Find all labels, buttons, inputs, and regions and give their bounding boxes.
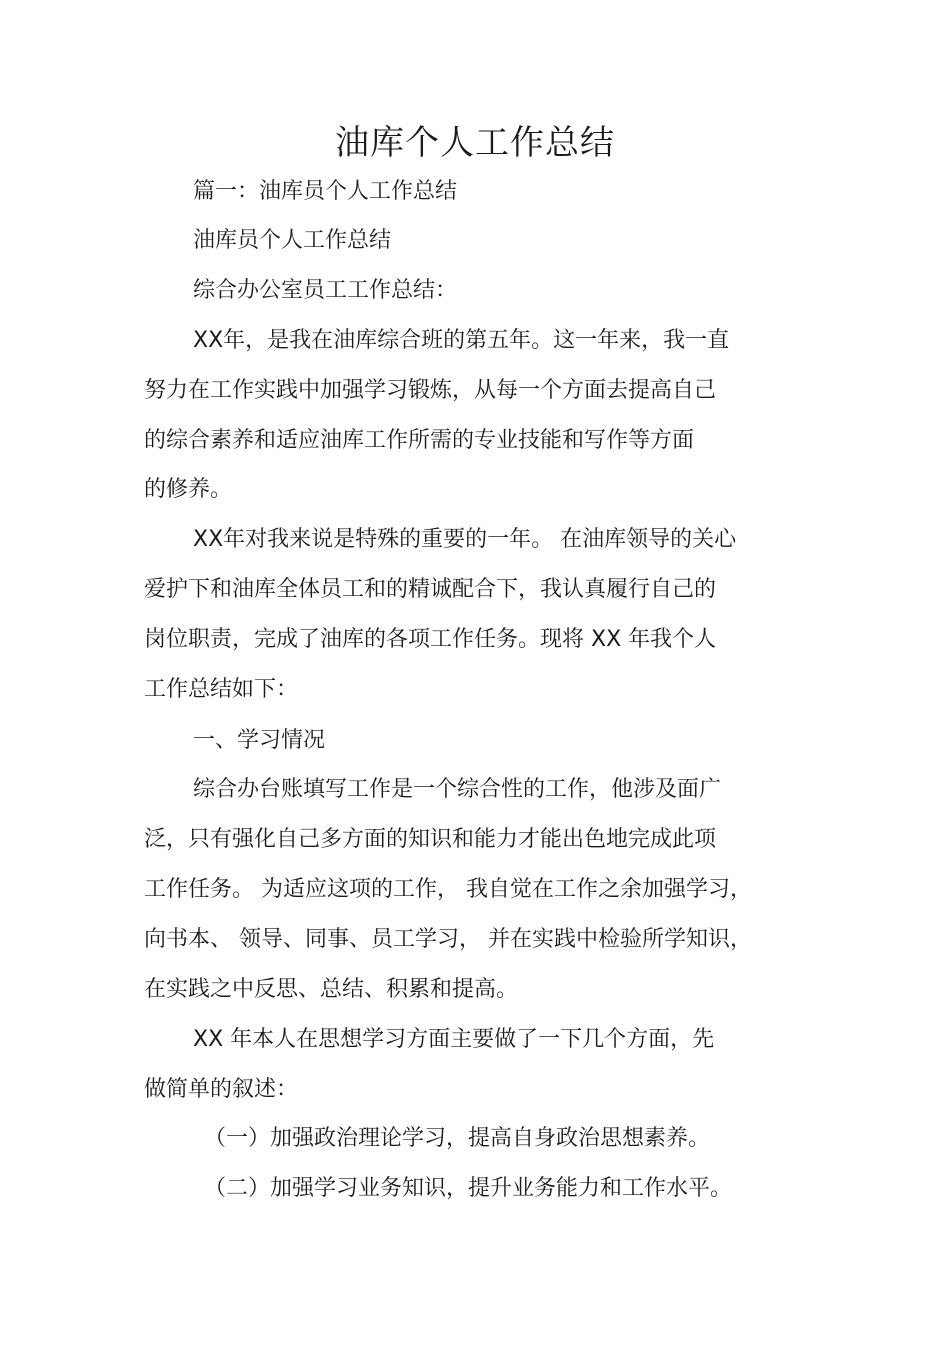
list-item: （一）加强政治理论学习，提高自身政治思想素养。 <box>204 1126 711 1151</box>
section-heading: 一、学习情况 <box>193 728 326 753</box>
paragraph-line: 做简单的叙述： <box>144 1077 299 1102</box>
paragraph-line: 综合办公室员工工作总结： <box>193 278 458 303</box>
paragraph-line: 泛，只有强化自己多方面的知识和能力才能出色地完成此项 <box>144 827 717 852</box>
paragraph-line: 的修养。 <box>144 477 233 502</box>
list-item: （二）加强学习业务知识，提升业务能力和工作水平。 <box>204 1176 733 1201</box>
paragraph-line: 努力在工作实践中加强学习锻炼，从每一个方面去提高自己 <box>144 378 717 403</box>
paragraph-line: 爱护下和油库全体员工和的精诚配合下，我认真履行自己的 <box>144 577 717 602</box>
paragraph-line: XX年，是我在油库综合班的第五年。这一年来，我一直 <box>193 328 730 353</box>
paragraph-line: 向书本、 领导、同事、员工学习， 并在实践中检验所学知识， <box>144 927 752 952</box>
paragraph-line: 在实践之中反思、总结、积累和提高。 <box>144 977 519 1002</box>
paragraph-line: 工作任务。 为适应这项的工作， 我自觉在工作之余加强学习， <box>144 877 752 902</box>
paragraph-line: 油库员个人工作总结 <box>193 228 392 253</box>
paragraph-line: 岗位职责，完成了油库的各项工作任务。现将 XX 年我个人 <box>144 627 717 652</box>
paragraph-line: 工作总结如下： <box>144 677 299 702</box>
paragraph-line: XX年对我来说是特殊的重要的一年。 在油库领导的关心 <box>193 527 737 552</box>
paragraph-line: 篇一：油库员个人工作总结 <box>193 179 458 204</box>
paragraph-line: XX 年本人在思想学习方面主要做了一下几个方面，先 <box>193 1027 715 1052</box>
document-title: 油库个人工作总结 <box>335 123 615 163</box>
paragraph-line: 的综合素养和适应油库工作所需的专业技能和写作等方面 <box>144 428 695 453</box>
paragraph-line: 综合办台账填写工作是一个综合性的工作，他涉及面广 <box>193 777 722 802</box>
